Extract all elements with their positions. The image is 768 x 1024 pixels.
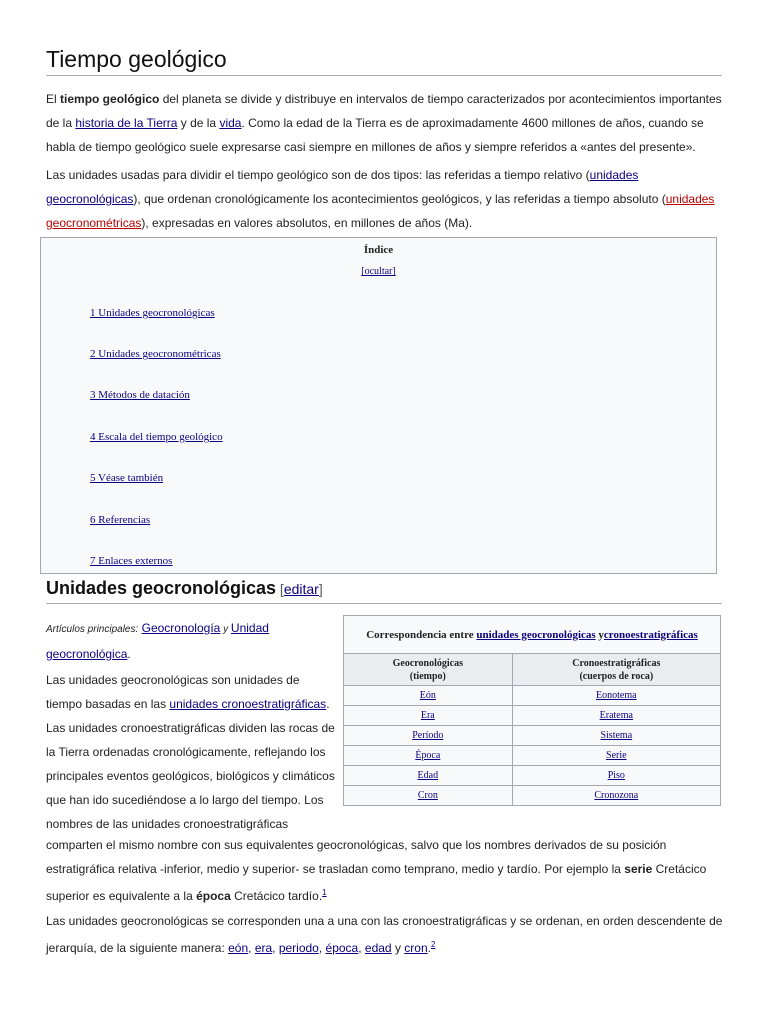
section-heading [46, 578, 323, 599]
link-eratema-cell[interactable]: Eratema [599, 710, 633, 721]
intro-paragraph-2 [46, 163, 726, 235]
edit-bracket: [ [276, 581, 284, 597]
section-paragraph-1-continued [46, 833, 726, 908]
column-header-cronoestratigraficas [512, 654, 720, 686]
text: , [248, 941, 255, 955]
link-era[interactable]: era [254, 941, 273, 955]
text: del planeta se divide y distribuye en intervalos de tiempo caracterizados por acontecimientos importantes de la [46, 92, 722, 130]
text: Geocronológicas [392, 657, 463, 669]
text: Cretácico tardío. [230, 889, 323, 903]
toc-item-7[interactable]: 7 Enlaces externos [90, 555, 173, 567]
main-articles-note [46, 616, 336, 666]
toc-item-3[interactable]: 3 Métodos de datación [90, 389, 190, 401]
text: Las unidades geocronológicas se corresponden una a una con las cronoestratigráficas y se ordenan, en orden descendente de jerarquía, de la siguiente manera: [46, 914, 723, 955]
text: , [318, 941, 326, 955]
table-row [344, 686, 721, 706]
text: , [272, 941, 279, 955]
text: ), que ordenan cronológicamente los acontecimientos geológicos, y las referidas a tiempo absoluto ( [133, 192, 666, 206]
toc-item-4[interactable]: 4 Escala del tiempo geológico [90, 431, 223, 443]
text: Cronoestratigráficas [572, 657, 661, 669]
edit-bracket: ] [318, 581, 323, 597]
link-historia-tierra[interactable]: historia de la Tierra [75, 116, 178, 130]
reference-1[interactable]: 1 [322, 888, 327, 897]
table-cell [512, 706, 720, 726]
table-cell [512, 766, 720, 786]
link-epoca-cell[interactable]: Época [415, 750, 441, 761]
table-cell [512, 786, 720, 806]
link-caption-geocronologicas[interactable]: unidades geocronológicas [476, 628, 596, 641]
title-divider [46, 75, 722, 76]
link-piso-cell[interactable]: Piso [607, 770, 625, 781]
text: El [46, 92, 61, 106]
text: . Las unidades cronoestratigráficas dividen las rocas de la Tierra ordenadas cronológicamente, reflejando los principales eventos geológicos, biológicos y climáticos que han ido sucediéndose a lo largo del tiempo. Los nombres de las unidades cronoestratigráficas [46, 697, 335, 831]
bold-term: tiempo geológico [60, 92, 160, 106]
text: ), expresadas en valores absolutos, en millones de años (Ma). [141, 216, 473, 230]
table-cell [344, 746, 513, 766]
link-cronozona-cell[interactable]: Cronozona [594, 790, 639, 801]
text: , [358, 941, 365, 955]
text: . Como la edad de la Tierra es de aproximadamente 4600 millones de años, cuando se habla de tiempo geológico suele expresarse casi siempre en millones de años y siempre referidos a «antes del presente». [46, 116, 704, 154]
toc-title: Índice [363, 244, 394, 256]
table-cell [512, 686, 720, 706]
link-serie-cell[interactable]: Serie [606, 750, 627, 761]
link-periodo[interactable]: periodo [278, 941, 319, 955]
text: Correspondencia entre [366, 628, 477, 641]
intro-paragraph-1 [46, 87, 726, 159]
table-cell [344, 786, 513, 806]
text: Las unidades usadas para dividir el tiempo geológico son de dos tipos: las referidas a tiempo relativo ( [46, 168, 590, 182]
table-of-contents [40, 237, 717, 574]
table-cell [512, 746, 720, 766]
text: . [427, 941, 431, 955]
table-row [344, 766, 721, 786]
link-edad-cell[interactable]: Edad [417, 770, 439, 781]
text: y [220, 624, 231, 635]
table-row [344, 726, 721, 746]
link-cron-cell[interactable]: Cron [417, 790, 438, 801]
table-cell [512, 726, 720, 746]
text: Las unidades geocronológicas son unidades de tiempo basadas en las [46, 673, 300, 711]
toc-item-2[interactable]: 2 Unidades geocronométricas [90, 348, 221, 360]
text: . [127, 647, 131, 661]
link-edad[interactable]: edad [364, 941, 392, 955]
bold-term: serie [624, 862, 653, 876]
toc-item-6[interactable]: 6 Referencias [90, 514, 151, 526]
link-geocronologia[interactable]: Geocronología [141, 621, 221, 635]
reference-2[interactable]: 2 [430, 940, 436, 949]
text: y [595, 628, 604, 641]
text: y de la [177, 116, 220, 130]
section-paragraph-2 [46, 909, 726, 960]
text: (cuerpos de roca) [579, 670, 654, 682]
link-eonotema-cell[interactable]: Eonotema [596, 690, 637, 701]
table-cell [344, 686, 513, 706]
section-heading-text: Unidades geocronológicas [46, 578, 277, 598]
section-paragraph-1 [46, 668, 336, 836]
text: comparten el mismo nombre con sus equivalentes geocronológicas, salvo que los nombres derivados de su posición estratigráfica relativa -inferior, medio y superior- se trasladan como temprano, medio y tardío. Por ejemplo la [46, 838, 667, 876]
page-title: Tiempo geológico [46, 46, 227, 72]
table-caption [344, 616, 721, 654]
text: Cretácico superior es equivalente a la [46, 862, 707, 903]
link-sistema-cell[interactable]: Sistema [600, 730, 633, 741]
edit-link[interactable]: editar [283, 581, 319, 597]
link-unidades-geocronometricas[interactable]: unidades geocronométricas [46, 192, 715, 230]
table-cell [344, 726, 513, 746]
bold-term: época [196, 889, 231, 903]
table-row [344, 706, 721, 726]
table-row [344, 746, 721, 766]
column-header-geocronologicas [344, 654, 513, 686]
text: (tiempo) [409, 670, 446, 682]
link-caption-cronoestratigraficas[interactable]: cronoestratigráficas [603, 628, 698, 641]
link-cron[interactable]: cron [404, 941, 428, 955]
link-unidades-cronoestratigraficas[interactable]: unidades cronoestratigráficas [169, 697, 327, 711]
toc-item-5[interactable]: 5 Véase también [90, 472, 164, 484]
correspondence-table [343, 615, 721, 806]
table-cell [344, 706, 513, 726]
toc-toggle [41, 266, 716, 277]
link-era-cell[interactable]: Era [420, 710, 435, 721]
section-divider [46, 603, 722, 604]
table-cell [344, 766, 513, 786]
link-eon-cell[interactable]: Eón [419, 690, 436, 701]
link-epoca[interactable]: época [325, 941, 359, 955]
link-vida[interactable]: vida [219, 116, 242, 130]
link-periodo-cell[interactable]: Período [412, 730, 444, 741]
toc-hide-link[interactable]: [ocultar] [361, 266, 396, 277]
text: y [391, 941, 405, 955]
main-articles-label: Artículos principales: [46, 624, 139, 635]
link-eon[interactable]: eón [228, 941, 249, 955]
toc-item-1[interactable]: 1 Unidades geocronológicas [90, 307, 215, 319]
table-row [344, 786, 721, 806]
edit-section [276, 581, 323, 597]
link-unidad-geocronologica[interactable]: Unidad geocronológica [46, 621, 269, 661]
link-unidades-geocronologicas[interactable]: unidades geocronológicas [46, 168, 639, 206]
